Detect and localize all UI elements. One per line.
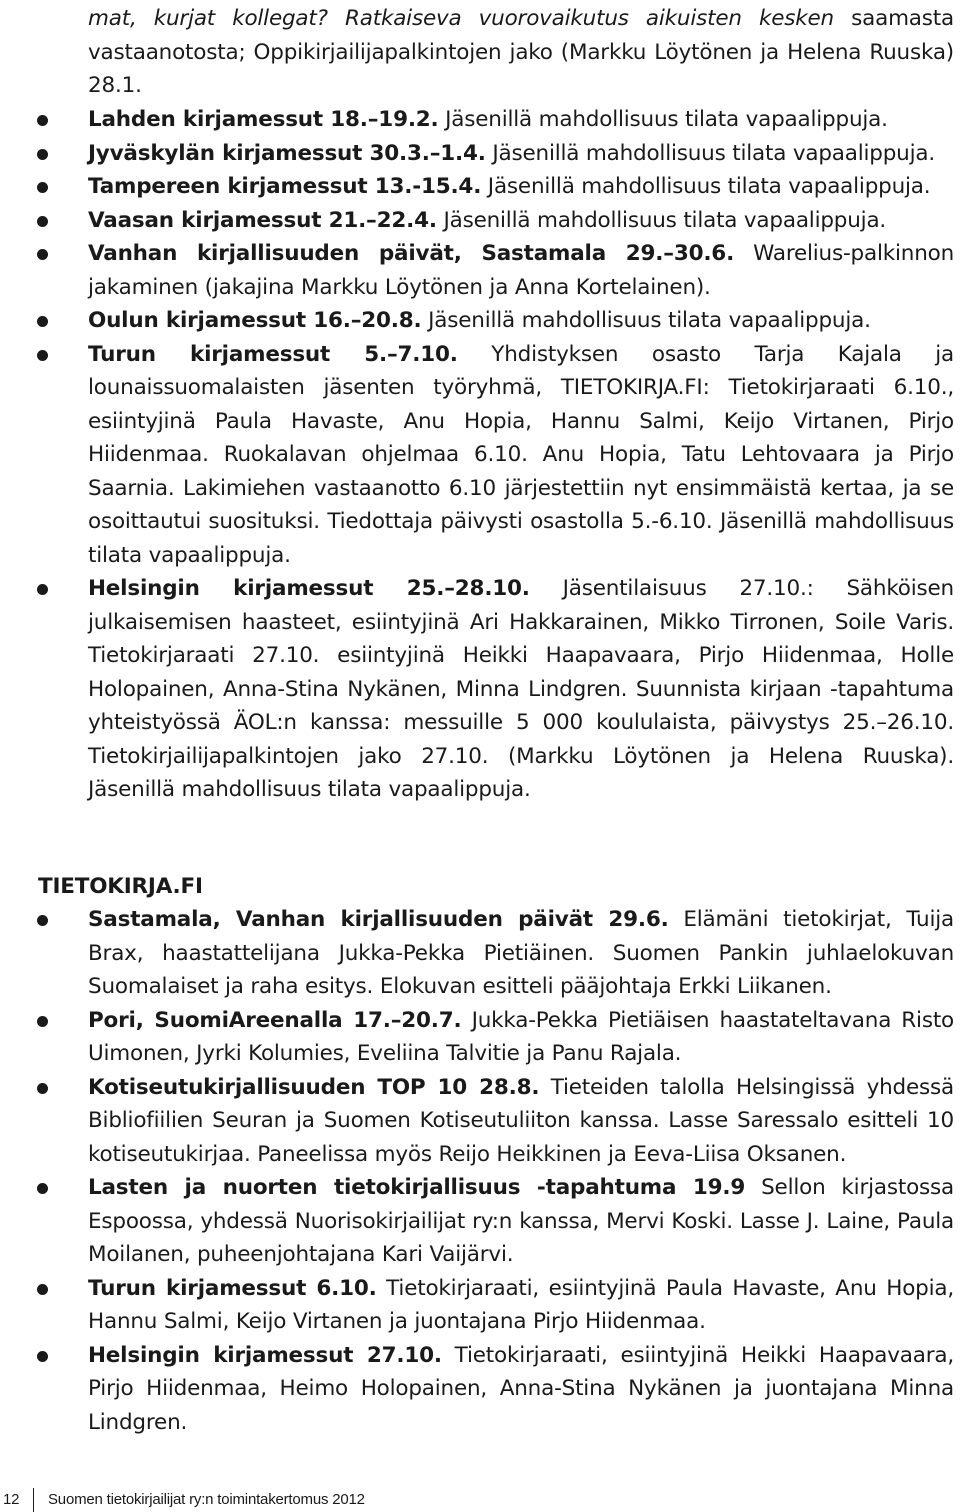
intro-paragraph — [88, 2, 954, 103]
event-title: Pori, SuomiAreenalla 17.–20.7. — [88, 1007, 462, 1033]
page-number: 12 — [3, 1491, 20, 1508]
event-description: Tieteiden talolla Helsingissä yhdessä Bibliofiilien Seuran ja Suomen Kotiseutuliiton kanssa. Lasse Saressalo esitteli 10 kotiseutukirjaa. Paneelissa myös Reijo Heikkinen ja Eeva-Liisa Oksanen. — [88, 1074, 954, 1167]
bullet-icon — [37, 182, 48, 193]
tietokirja-events-list — [0, 903, 954, 1439]
event-title: Turun kirjamessut 6.10. — [88, 1275, 377, 1301]
event-title: Helsingin kirjamessut 25.–28.10. — [88, 576, 530, 601]
bullet-icon — [37, 1284, 48, 1295]
intro-italic-text: mat, kurjat kollegat? Ratkaiseva vuorovaikutus aikuisten kesken — [88, 6, 834, 31]
event-title: Jyväskylän kirjamessut 30.3.–1.4. — [88, 140, 486, 166]
event-description: Jäsenillä mahdollisuus tilata vapaalippuja. — [481, 174, 931, 199]
bullet-icon — [37, 915, 48, 926]
list-item — [0, 170, 954, 204]
list-item — [0, 237, 954, 304]
events-list — [0, 103, 954, 807]
footer-text: Suomen tietokirjailijat ry:n toimintakertomus 2012 — [48, 1491, 365, 1508]
bullet-icon — [37, 1183, 48, 1194]
event-title: Oulun kirjamessut 16.–20.8. — [88, 308, 422, 333]
event-description: Jäsenillä mahdollisuus tilata vapaalippuja. — [438, 107, 888, 132]
bullet-icon — [37, 149, 48, 160]
page-footer — [0, 1488, 960, 1512]
event-title: Lahden kirjamessut 18.–19.2. — [88, 107, 439, 132]
event-description: Jäsenillä mahdollisuus tilata vapaalippuja. — [436, 207, 887, 233]
event-description: Elämäni tietokirjat, Tuija Brax, haastattelijana Jukka-Pekka Pietiäinen. Suomen Pankin juhlaelokuvan Suomalaiset ja raha esitys. Elokuvan esitteli pääjohtaja Erkki Liikanen. — [88, 907, 954, 999]
list-item — [0, 338, 954, 573]
event-title: Lasten ja nuorten tietokirjallisuus -tapahtuma 19.9 — [88, 1175, 746, 1200]
list-item — [0, 1071, 954, 1172]
event-description: Jäsenillä mahdollisuus tilata vapaalippuja. — [421, 308, 871, 333]
footer-divider — [33, 1488, 34, 1512]
intro-text: saamasta vastaanotosta; Oppikirjailijapalkintojen jako (Markku Löytönen ja Helena Ruuska) 28.1. — [88, 6, 954, 98]
event-description: Jäsentilaisuus 27.10.: Sähköisen julkaisemisen haasteet, esiintyjinä Ari Hakkarainen, Mikko Tirronen, Soile Varis. Tietokirjaraati 27.10. esiintyjinä Heikki Haapavaara, Pirjo Hiidenmaa, Holle Holopainen, Anna-Stina Nykänen, Minna Lindgren. Suunnista kirjaan -tapahtuma yhteistyössä ÄOL:n kanssa: messuille 5 000 koululaista, päivystys 25.–26.10. Tietokirjailijapalkintojen jako 27.10. (Markku Löytönen ja Helena Ruuska). Jäsenillä mahdollisuus tilata vapaalippuja. — [88, 576, 954, 802]
list-item — [0, 1004, 954, 1071]
event-description: Tietokirjaraati, esiintyjinä Heikki Haapavaara, Pirjo Hiidenmaa, Heimo Holopainen, Anna-Stina Nykänen ja juontajana Minna Lindgren. — [88, 1342, 954, 1435]
list-item — [0, 903, 954, 1004]
event-description: Yhdistyksen osasto Tarja Kajala ja lounaissuomalaisten jäsenten työryhmä, TIETOKIRJA.FI: Tietokirjaraati 6.10., esiintyjinä Paula Havaste, Anu Hopia, Hannu Salmi, Keijo Virtanen, Pirjo Hiidenmaa. Ruokalavan ohjelmaa 6.10. Anu Hopia, Tatu Lehtovaara ja Pirjo Saarnia. Lakimiehen vastaanotto 6.10 järjestettiin nyt ensimmäistä kertaa, ja se osoittautui suosituksi. Tiedottaja päivysti osastolla 5.-6.10. Jäsenillä mahdollisuus tilata vapaalippuja. — [88, 341, 955, 568]
list-item — [0, 137, 954, 171]
bullet-icon — [37, 316, 48, 327]
list-item — [0, 304, 954, 338]
event-title: Tampereen kirjamessut 13.-15.4. — [88, 174, 482, 199]
bullet-icon — [37, 249, 48, 260]
list-item — [0, 572, 954, 807]
bullet-icon — [37, 1351, 48, 1362]
bullet-icon — [37, 1083, 48, 1094]
event-title: Sastamala, Vanhan kirjallisuuden päivät 29.6. — [88, 907, 669, 932]
event-title: Turun kirjamessut 5.–7.10. — [88, 341, 458, 367]
event-description: Jäsenillä mahdollisuus tilata vapaalippuja. — [485, 140, 935, 166]
list-item — [0, 1171, 954, 1272]
bullet-icon — [37, 115, 48, 126]
event-title: Kotiseutukirjallisuuden TOP 10 28.8. — [88, 1074, 540, 1100]
event-description: Warelius-palkinnon jakaminen (jakajina Markku Löytönen ja Anna Kortelainen). — [88, 241, 954, 300]
bullet-icon — [37, 584, 48, 595]
event-description: Jukka-Pekka Pietiäisen haastateltavana Risto Uimonen, Jyrki Kolumies, Eveliina Talvitie ja Panu Rajala. — [88, 1007, 954, 1066]
bullet-icon — [37, 1016, 48, 1027]
bullet-icon — [37, 216, 48, 227]
list-item — [0, 204, 954, 238]
list-item — [0, 103, 954, 137]
section-heading: TIETOKIRJA.FI — [38, 874, 203, 899]
event-title: Vaasan kirjamessut 21.–22.4. — [88, 207, 437, 233]
event-title: Helsingin kirjamessut 27.10. — [88, 1342, 442, 1368]
list-item — [0, 1339, 954, 1440]
event-description: Tietokirjaraati, esiintyjinä Paula Havaste, Anu Hopia, Hannu Salmi, Keijo Virtanen ja juontajana Pirjo Hiidenmaa. — [88, 1275, 954, 1334]
event-title: Vanhan kirjallisuuden päivät, Sastamala 29.–30.6. — [88, 241, 735, 266]
bullet-icon — [37, 350, 48, 361]
list-item — [0, 1272, 954, 1339]
event-description: Sellon kirjastossa Espoossa, yhdessä Nuorisokirjailijat ry:n kanssa, Mervi Koski. Lasse J. Laine, Paula Moilanen, puheenjohtajana Kari Vaijärvi. — [88, 1175, 955, 1267]
